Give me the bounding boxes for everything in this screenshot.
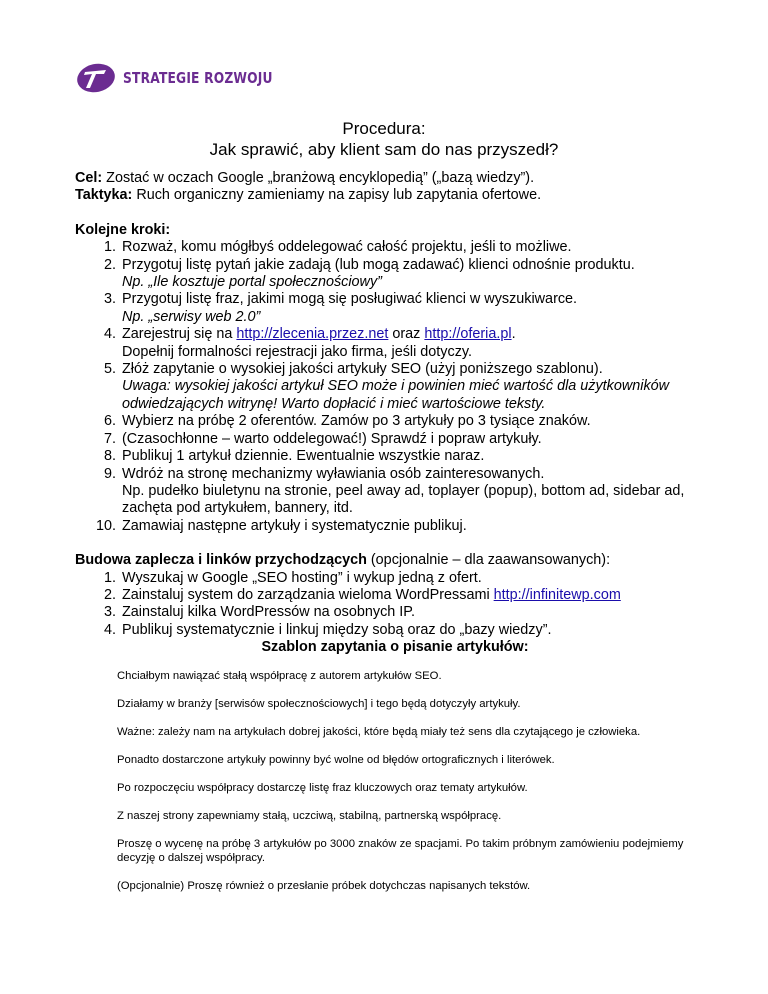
page-title — [0, 118, 768, 160]
goal-text: Zostać w oczach Google „branżową encyklopedią” („bazą wiedzy”). — [102, 170, 535, 186]
list-item: 9. Wdróż na stronę mechanizmy wyławiania osób zainteresowanych. Np. pudełko biuletynu na stronie, peel away ad, toplayer (popup), bottom ad, sidebar ad, zachęta pod artykułem, bannery, itd. — [120, 466, 715, 518]
oferia-link[interactable]: http://oferia.pl — [424, 326, 512, 343]
list-item: 4. Publikuj systematycznie i linkuj między sobą oraz do „bazy wiedzy”. — [120, 622, 715, 639]
list-item: 6. Wybierz na próbę 2 oferentów. Zamów po 3 artykuły po 3 tysiące znaków. — [120, 413, 715, 430]
step-note: Np. „serwisy web 2.0” — [122, 308, 261, 325]
steps-list — [75, 239, 715, 535]
title-line-2: Jak sprawić, aby klient sam do nas przyszedł? — [209, 140, 559, 159]
step-extra: Dopełnij formalności rejestracji jako firma, jeśli dotyczy. — [122, 343, 473, 360]
step-note: Np. „Ile kosztuje portal społecznościowy” — [122, 274, 382, 291]
list-item: 10. Zamawiaj następne artykuły i systematycznie publikuj. — [120, 518, 715, 535]
template-heading: Szablon zapytania o pisanie artykułów: — [261, 639, 529, 656]
template-paragraph: Chciałbym nawiązać stałą współpracę z autorem artykułów SEO. — [117, 669, 442, 682]
list-item: 8. Publikuj 1 artykuł dziennie. Ewentualnie wszystkie naraz. — [120, 448, 715, 465]
backend-list — [75, 570, 715, 640]
list-item: 3. Przygotuj listę fraz, jakimi mogą się posługiwać klienci w wyszukiwarce. Np. „serwisy web 2.0” — [120, 291, 715, 326]
template-paragraph: Proszę o wycenę na próbę 3 artykułów po 3000 znaków ze spacjami. Po takim próbnym zamówieniu podejmiemy decyzję o dalszej współpracy. — [117, 837, 684, 864]
logo — [75, 58, 306, 98]
tactic-line — [75, 187, 715, 204]
list-item: 2. Przygotuj listę pytań jakie zadają (lub mogą zadawać) klienci odnośnie produktu. Np. „Ile kosztuje portal społecznościowy” — [120, 257, 715, 292]
template-paragraph: Działamy w branży [serwisów społecznościowych] i tego będą dotyczyły artykuły. — [117, 697, 521, 710]
tactic-label: Taktyka: — [75, 187, 133, 204]
template-body — [117, 669, 707, 893]
goal-line — [75, 170, 715, 187]
step-note: Uwaga: wysokiej jakości artykuł SEO może i powinien mieć wartość dla użytkowników odwiedzających witrynę! Warto dopłacić i mieć wartościowe teksty. — [122, 378, 670, 412]
tactic-text: Ruch organiczny zamieniamy na zapisy lub zapytania ofertowe. — [132, 187, 542, 204]
list-item: 3. Zainstaluj kilka WordPressów na osobnych IP. — [120, 604, 715, 621]
steps-heading: Kolejne kroki: — [75, 221, 171, 238]
template-paragraph: Ponadto dostarczone artykuły powinny być wolne od błędów ortograficznych i literówek. — [117, 753, 555, 766]
zlecenia-link[interactable]: http://zlecenia.przez.net — [236, 326, 389, 343]
template-paragraph: Ważne: zależy nam na artykułach dobrej jakości, które będą miały też sens dla czytającego je człowieka. — [117, 725, 641, 738]
list-item: 5. Złóż zapytanie o wysokiej jakości artykuły SEO (użyj poniższego szablonu). Uwaga: wysokiej jakości artykuł SEO może i powinien mieć wartość dla użytkowników odwiedzających witrynę! Warto dopłacić i mieć wartościowe teksty. — [120, 361, 715, 413]
title-line-1: Procedura: — [342, 119, 426, 138]
template-paragraph: Po rozpoczęciu współpracy dostarczę listę fraz kluczowych oraz tematy artykułów. — [117, 781, 528, 794]
goal-label: Cel: — [75, 170, 103, 186]
logo-text: STRATEGIE ROZWOJU — [123, 69, 273, 87]
step-extra: Np. pudełko biuletynu na stronie, peel away ad, toplayer (popup), bottom ad, sidebar ad, zachęta pod artykułem, bannery, itd. — [122, 482, 685, 517]
list-item: 1. Rozważ, komu mógłbyś oddelegować całość projektu, jeśli to możliwe. — [120, 239, 715, 256]
list-item: 1. Wyszukaj w Google „SEO hosting” i wykup jedną z ofert. — [120, 570, 715, 587]
document-body — [75, 170, 715, 907]
template-paragraph: (Opcjonalnie) Proszę również o przesłanie próbek dotychczas napisanych tekstów. — [117, 879, 531, 892]
list-item: 7. (Czasochłonne – warto oddelegować!) Sprawdź i popraw artykuły. — [120, 431, 715, 448]
list-item: 2. Zainstaluj system do zarządzania wieloma WordPressami http://infinitewp.com — [120, 587, 715, 604]
infinitewp-link[interactable]: http://infinitewp.com — [493, 586, 621, 603]
list-item: 4. Zarejestruj się na http://zlecenia.przez.net oraz http://oferia.pl. Dopełnij formalności rejestracji jako firma, jeśli dotyczy. — [120, 326, 715, 361]
logo-emblem-icon — [75, 61, 117, 95]
backend-heading: Budowa zaplecza i linków przychodzących (opcjonalnie – dla zaawansowanych): — [75, 552, 611, 569]
template-paragraph: Z naszej strony zapewniamy stałą, uczciwą, stabilną, partnerską współpracę. — [117, 809, 502, 822]
